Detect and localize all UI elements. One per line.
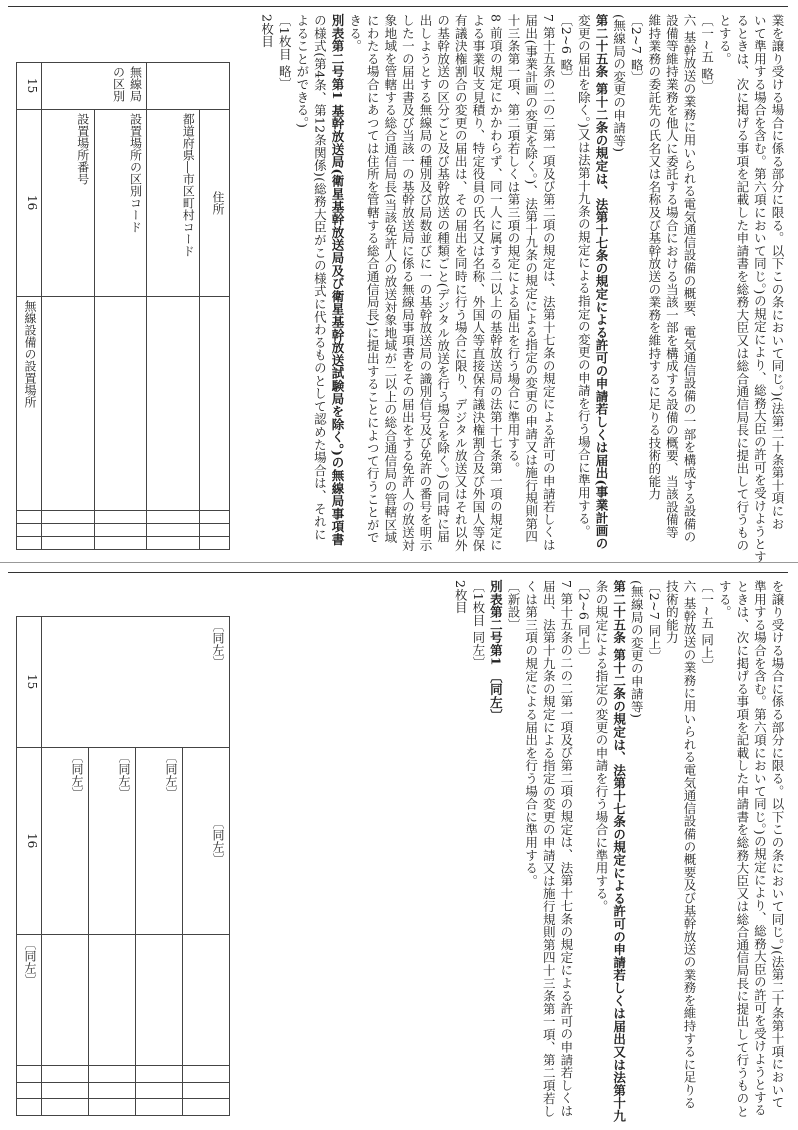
- text-column: 第二十五条 第十二条の規定は、法第十七条の規定による許可の申請若しくは届出又は法第十九: [611, 580, 627, 1123]
- text-column: 維持業務の委託先の氏名又は名称及び基幹放送の業務を維持するに足りる技術的能力: [646, 14, 662, 501]
- text-column: 六 基幹放送の業務に用いられる電気通信設備の概要及び基幹放送の業務を維持するに足りる: [682, 580, 697, 1110]
- row16-h2: 〔同左〕: [89, 747, 136, 934]
- station-table-amended: [16, 616, 230, 1116]
- text-column: 〔一~五 略〕: [699, 14, 715, 94]
- text-column: 象地域を管轄する総合通信局長(当該免許人の放送対象地域が二以上の総合通信局の管轄区域: [382, 14, 398, 544]
- row16-h1: 設置場所番号: [42, 110, 95, 297]
- text-column: (無線局の変更の申請等): [629, 580, 645, 719]
- text-column: いて準用する場合を含む。第六項において同じ。)の規定により、総務大臣の許可を受けようとす: [752, 14, 768, 564]
- text-column: 〔1枚目 略〕: [277, 14, 293, 91]
- text-column: を譲り受ける場合に係る部分に限る。以下この条において同じ。)(法第二十条第十項において: [770, 580, 785, 1109]
- text-column: ときは、次に掲げる事項を記載した申請書を総務大臣又は総合通信局長に提出して行うものと: [734, 580, 750, 1118]
- cell: [94, 297, 147, 511]
- row16-h3: 都道府県―市区町村コード: [147, 110, 200, 297]
- text-column: 設備等維持業務を他人に委託する場合における当該一部を構成する設備の概要、当該設備等: [664, 14, 680, 539]
- row16-h2: 設置場所の区別コード: [94, 110, 147, 297]
- current-text-panel: [8, 6, 788, 564]
- cell: [200, 297, 230, 511]
- station-table: [16, 62, 230, 550]
- text-column: 〔2~7 略〕: [629, 14, 645, 84]
- cell: [42, 297, 95, 511]
- text-column: 7 第十五条の二の二第一項及び第二項の規定は、法第十七条の規定による許可の申請若しくは: [541, 14, 557, 552]
- cell: [147, 297, 200, 511]
- text-column: とする。: [717, 14, 733, 66]
- top-rule: [8, 572, 788, 573]
- text-column: 〔2~6 略〕: [558, 14, 574, 84]
- text-column: 届出(事業計画の変更を除く。)、法第十九条の規定による指定の変更の申請又は施行規則第四: [523, 14, 539, 543]
- text-column: の様式(第4条、第12条関係)(総務大臣がこの様式に代わるものとして認めた場合は、それに: [312, 14, 328, 541]
- row16-h4: 住所: [200, 110, 230, 297]
- text-column: 〔1枚目 同左〕: [470, 580, 486, 670]
- text-column: した一の届出書及び当該一の基幹放送局に係る無線局事項書をその届出をする免許人の放送対: [400, 14, 416, 552]
- text-column: 〔2~7 同上〕: [646, 580, 662, 663]
- amended-text-panel: [8, 572, 788, 1124]
- row16-side: 無線設備の設置場所: [17, 297, 42, 511]
- text-column: にわたる場合にあつては住所を管轄する総合通信局長)に提出することによつて行うことがで: [365, 14, 381, 544]
- text-column: 変更の届出を除く。)又は法第十九条の規定による指定の変更の申請を行う場合に準用する。: [576, 14, 592, 538]
- text-column: よる事業収支見積り、特定役員の氏名又は名称、外国人等直接保有議決権割合及び外国人等保: [470, 14, 486, 552]
- text-column: よることができる。): [294, 14, 310, 129]
- row15-label: 〔同左〕: [42, 617, 230, 748]
- text-column: 条の規定による指定の変更の申請を行う場合に準用する。: [594, 580, 609, 913]
- text-column: 〔新設〕: [506, 580, 521, 632]
- text-column: きる。: [347, 14, 363, 53]
- text-column: るときは、次に掲げる事項を記載した申請書を総務大臣又は総合通信局長に提出して行うもの: [734, 14, 750, 552]
- text-column: の基幹放送の区分ごと及び基幹放送の種類ごと(デジタル放送を行う場合を除く。)の同時に届: [435, 14, 451, 543]
- row15-value: [147, 63, 230, 110]
- text-column: 〔一~五 同上〕: [699, 580, 715, 672]
- row16-h4: 〔同左〕: [183, 747, 230, 934]
- text-column: 出しようとする無線局の種別及び局数並びに一の基幹放送局の識別信号及び免許の番号を明示: [418, 14, 433, 552]
- text-column: 技術的能力: [664, 580, 680, 644]
- row16-side: 〔同左〕: [17, 934, 42, 1065]
- text-column: 六 基幹放送の業務に用いられる電気通信設備の概要、電気通信設備の一部を構成する設備の: [682, 14, 697, 544]
- text-column: くは第三項の規定による届出を行う場合に準用する。: [523, 580, 539, 888]
- row15-number: 15: [17, 63, 42, 110]
- text-column: 第二十五条 第十二条の規定は、法第十七条の規定による許可の申請若しくは届出(事業計画の: [594, 14, 609, 550]
- row15-number: 15: [17, 617, 42, 748]
- text-column: 業を譲り受ける場合に係る部分に限る。以下この条において同じ。)(法第二十条第十項にお: [770, 14, 785, 531]
- text-column: 十三条第一項、第二項若しくは第三項の規定による届出を行う場合に準用する。: [506, 14, 521, 475]
- text-column: 届出、法第十九条の規定による指定の変更の申請又は施行規則第四十三条第一項、第二項若し: [541, 580, 557, 1118]
- row16-number: 16: [17, 747, 42, 934]
- text-column: 〔2~6 同上〕: [576, 580, 592, 663]
- text-column: (無線局の変更の申請等): [611, 14, 627, 153]
- text-column: する。: [717, 580, 733, 619]
- text-column: 2枚目: [453, 580, 469, 614]
- text-column: 準用する場合を含む。第六項において同じ。)の規定により、総務大臣の許可を受けようとする: [752, 580, 768, 1117]
- row16-h3: 〔同左〕: [136, 747, 183, 934]
- text-column: 別表第二号第1 〔同左〕: [488, 580, 504, 722]
- row16-h1: 〔同左〕: [42, 747, 89, 934]
- text-column: 別表第二号第1 基幹放送局(衛星基幹放送局及び衛星基幹放送試験局を除く。)の無線局事項書: [330, 14, 345, 546]
- row16-number: 16: [17, 110, 42, 297]
- text-column: 2枚目: [259, 14, 275, 48]
- row15-label: 無線局の区別: [42, 63, 147, 110]
- top-rule: [8, 6, 788, 7]
- text-column: 8 前項の規定にかかわらず、同一人に属する二以上の基幹放送局の法第十七条第一項の規定に: [488, 14, 504, 552]
- text-column: 7 第十五条の二の二第一項及び第二項の規定は、法第十七条の規定による許可の申請若しくは: [558, 580, 574, 1118]
- text-column: 有議決権割合の変更の届出は、その届出を同時に行う場合に限り、デジタル放送又はそれ以外: [453, 14, 469, 552]
- panel-divider: [0, 562, 798, 563]
